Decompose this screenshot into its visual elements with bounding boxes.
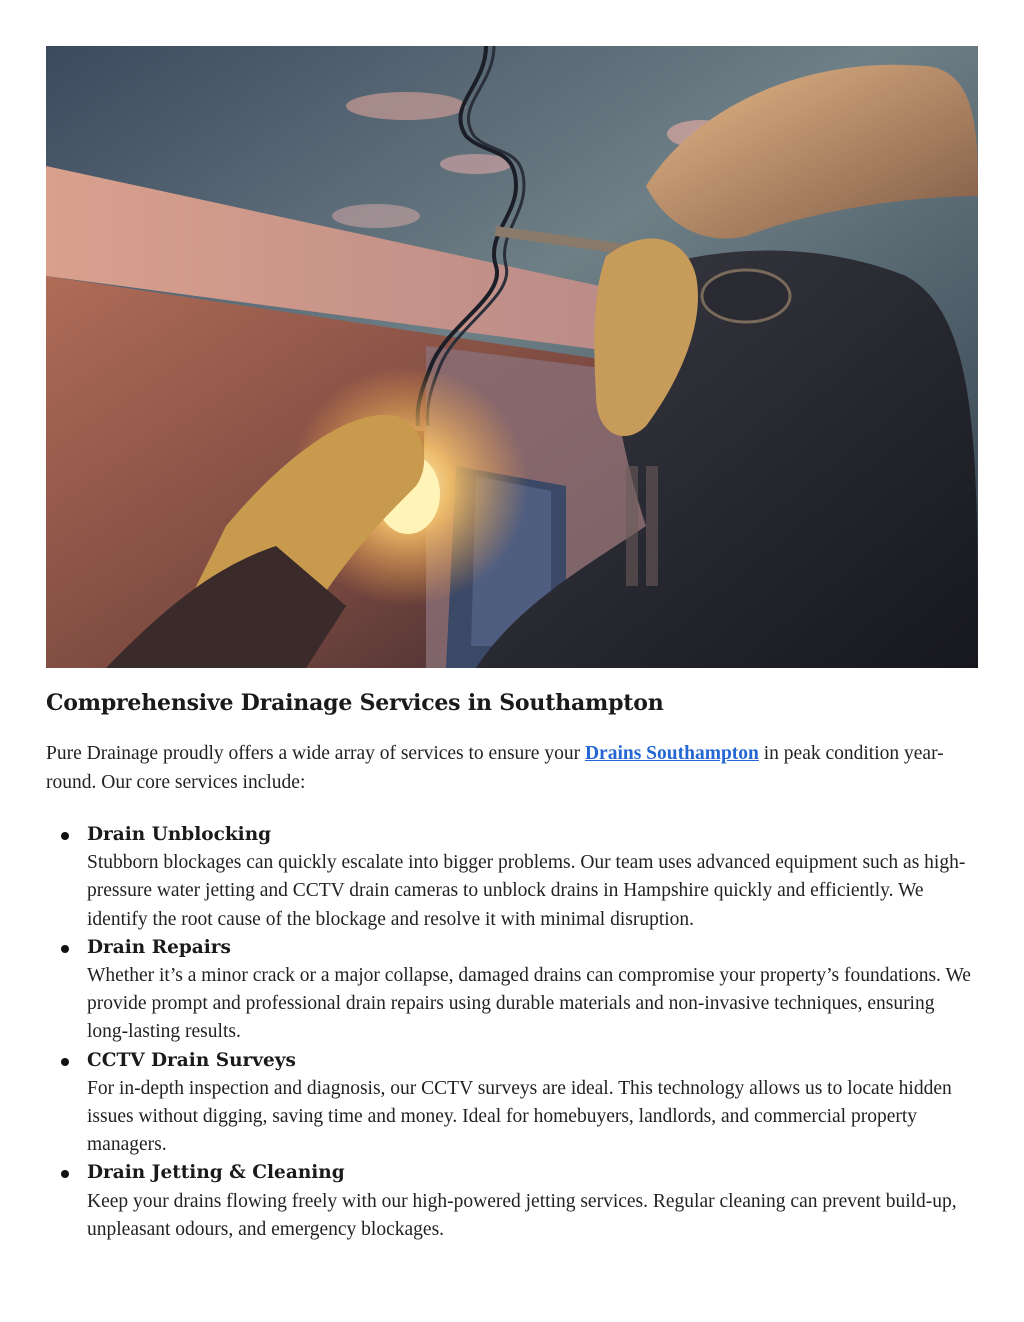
service-title: Drain Repairs [87, 936, 231, 958]
page-content [46, 46, 978, 1244]
section-title: Comprehensive Drainage Services in Southampton [46, 690, 664, 716]
service-title: Drain Jetting & Cleaning [87, 1162, 345, 1184]
worker-holding-light-bulb-image [46, 46, 978, 668]
drains-southampton-link[interactable]: Drains Southampton [584, 743, 759, 764]
service-description: For in-depth inspection and diagnosis, our CCTV surveys are ideal. This technology allows us to locate hidden issues without digging, saving time and money. Ideal for homebuyers, landlords, and commercial property managers. [87, 1077, 952, 1156]
list-item [46, 821, 978, 934]
intro-text-before: Pure Drainage proudly offers a wide array of services to ensure your [46, 743, 585, 764]
service-title: CCTV Drain Surveys [87, 1049, 296, 1071]
intro-paragraph [46, 740, 978, 797]
list-item [46, 1047, 978, 1160]
service-description: Stubborn blockages can quickly escalate into bigger problems. Our team uses advanced equipment such as high-pressure water jetting and CCTV drain cameras to unblock drains in Hampshire quickly and efficiently. We identify the root cause of the blockage and resolve it with minimal disruption. [87, 852, 966, 930]
bullet-icon [61, 1170, 69, 1178]
hero-image [46, 46, 978, 668]
service-title: Drain Unblocking [87, 824, 272, 845]
bullet-icon [61, 832, 69, 840]
bullet-icon [61, 945, 69, 953]
list-item [46, 934, 978, 1047]
service-description: Whether it’s a minor crack or a major collapse, damaged drains can compromise your property’s foundations. We provide prompt and professional drain repairs using durable materials and non-invasive techniques, ensuring long-lasting results. [87, 965, 971, 1043]
intro-text-after: in peak condition year-round. Our core services include: [46, 743, 944, 793]
services-list [46, 821, 978, 1244]
bullet-icon [61, 1058, 69, 1066]
list-item [46, 1159, 978, 1244]
service-description: Keep your drains flowing freely with our high-powered jetting services. Regular cleaning can prevent build-up, unpleasant odours, and emergency blockages. [87, 1190, 957, 1240]
